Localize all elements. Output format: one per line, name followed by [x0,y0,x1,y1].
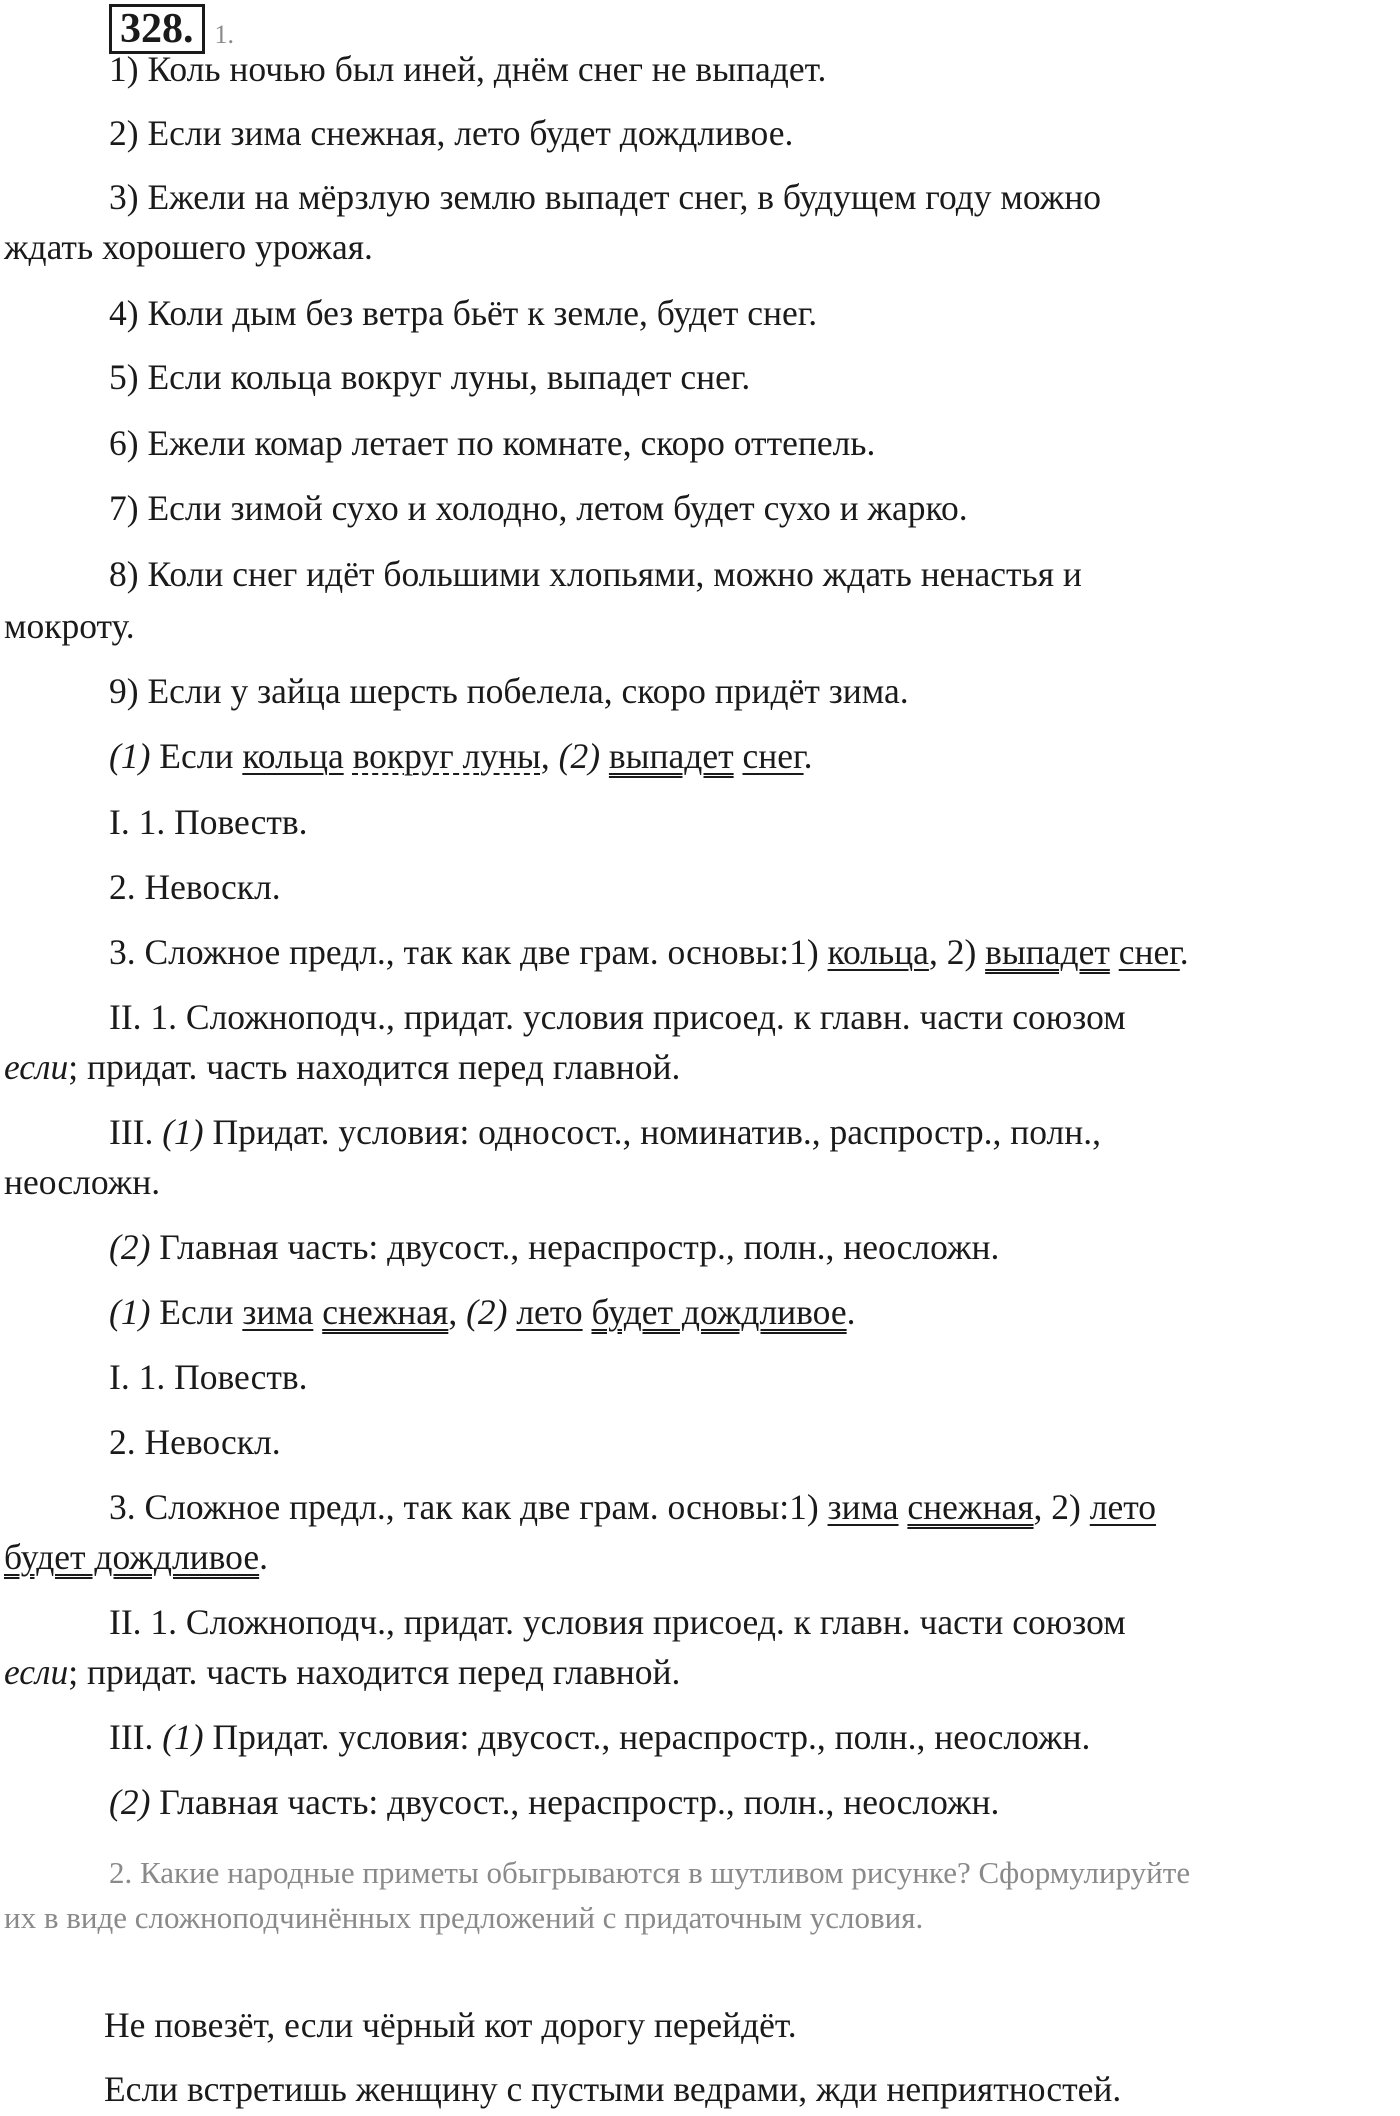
predicate: снежная [907,1487,1034,1527]
task2-answer-1: Не повезёт, если чёрный кот дорогу перейдёт. [104,2005,797,2045]
task-number: 1. [214,20,234,49]
predicate: будет дождливое [4,1537,260,1577]
analysis1-line-4: II. 1. Сложноподч., придат. условия присоед. к главн. части союзом [109,997,1126,1037]
text: 3. Сложное предл., так как две грам. основы:1) [109,1487,828,1527]
text: , 2) [928,932,986,972]
text: III. [109,1112,163,1152]
analysis1-line-3 [0,927,1400,977]
predicate: выпадет [985,932,1110,972]
clause-marker: (1) [109,736,151,776]
predicate: будет дождливое [591,1292,847,1332]
clause-marker: (2) [457,1292,517,1332]
analysis2-line-6 [0,1712,1400,1762]
comma: , [448,1292,458,1332]
text: 3. Сложное предл., так как две грам. основы:1) [109,932,828,972]
text: Придат. условия: двусост., нераспростр., полн., неосложн. [203,1717,1091,1757]
conjunction: если [4,1047,69,1087]
subject: зима [242,1292,314,1332]
analysis2-sentence [0,1287,1400,1337]
subject: зима [827,1487,899,1527]
sentence-4: 4) Коли дым без ветра бьёт к земле, будет снег. [109,293,818,333]
sentence-2: 2) Если зима снежная, лето будет дождливое. [109,113,794,153]
subject: снег [742,736,804,776]
clause-marker: (1) [109,1292,151,1332]
analysis2-line-4: II. 1. Сложноподч., придат. условия присоед. к главн. части союзом [109,1602,1126,1642]
comma: , [540,736,550,776]
text: Главная часть: двусост., нераспростр., полн., неосложн. [150,1227,1000,1267]
sentence-5: 5) Если кольца вокруг луны, выпадет снег. [109,357,751,397]
analysis1-line-2: 2. Невоскл. [109,867,281,907]
analysis1-line-5 [0,1042,1400,1092]
period: . [846,1292,856,1332]
analysis2-line-7 [0,1777,1400,1827]
clause-marker: (2) [109,1782,151,1822]
sentence-6: 6) Ежели комар летает по комнате, скоро оттепель. [109,423,876,463]
text: ; придат. часть находится перед главной. [68,1047,681,1087]
text: ; придат. часть находится перед главной. [68,1652,681,1692]
clause-marker: (1) [162,1112,204,1152]
analysis2-line-2: 2. Невоскл. [109,1422,281,1462]
period: . [1179,932,1189,972]
subject: снег [1118,932,1180,972]
subject: кольца [827,932,929,972]
clause-marker: (2) [109,1227,151,1267]
sentence-8: 8) Коли снег идёт большими хлопьями, можно ждать ненастья и [109,554,1082,594]
analysis1-line-8 [0,1222,1400,1272]
conjunction: Если [150,1292,243,1332]
analysis1-sentence [0,731,1400,781]
sentence-7: 7) Если зимой сухо и холодно, летом будет сухо и жарко. [109,488,968,528]
clause-marker: (1) [162,1717,204,1757]
analysis1-line-1: I. 1. Повеств. [109,802,308,842]
sentence-9: 9) Если у зайца шерсть побелела, скоро придёт зима. [109,671,909,711]
analysis2-line-5 [0,1647,1400,1697]
text: , 2) [1033,1487,1090,1527]
analysis2-line-1: I. 1. Повеств. [109,1357,308,1397]
predicate: вокруг луны [352,736,541,776]
conjunction: если [4,1652,69,1692]
sentence-8-cont: мокроту. [4,606,135,646]
text: Придат. условия: односост., номинатив., распростр., полн., [203,1112,1101,1152]
predicate: снежная [322,1292,449,1332]
sentence-3-cont: ждать хорошего урожая. [4,227,373,267]
task2-question: 2. Какие народные приметы обыгрываются в шутливом рисунке? Сформулируйте [109,1855,1191,1890]
period: . [803,736,813,776]
sentence-3: 3) Ежели на мёрзлую землю выпадет снег, в будущем году можно [109,177,1102,217]
subject: лето [1089,1487,1157,1527]
sentence-1: 1) Коль ночью был иней, днём снег не выпадет. [109,49,827,89]
analysis2-line-3 [0,1482,1400,1532]
analysis2-line-3-cont [0,1532,1400,1582]
period: . [259,1537,268,1577]
text: III. [109,1717,163,1757]
analysis1-line-6 [0,1107,1400,1157]
task2-question-cont: их в виде сложноподчинённых предложений с придаточным условия. [4,1900,924,1935]
subject: лето [516,1292,583,1332]
text: Главная часть: двусост., нераспростр., полн., неосложн. [150,1782,1000,1822]
predicate: выпадет [608,736,734,776]
analysis1-line-7: неосложн. [4,1162,161,1202]
task2-answer-2: Если встретишь женщину с пустыми ведрами, жди неприятностей. [104,2069,1122,2109]
clause-marker: (2) [549,736,609,776]
subject: кольца [242,736,344,776]
exercise-number: 328. [109,4,205,54]
conjunction: Если [150,736,243,776]
